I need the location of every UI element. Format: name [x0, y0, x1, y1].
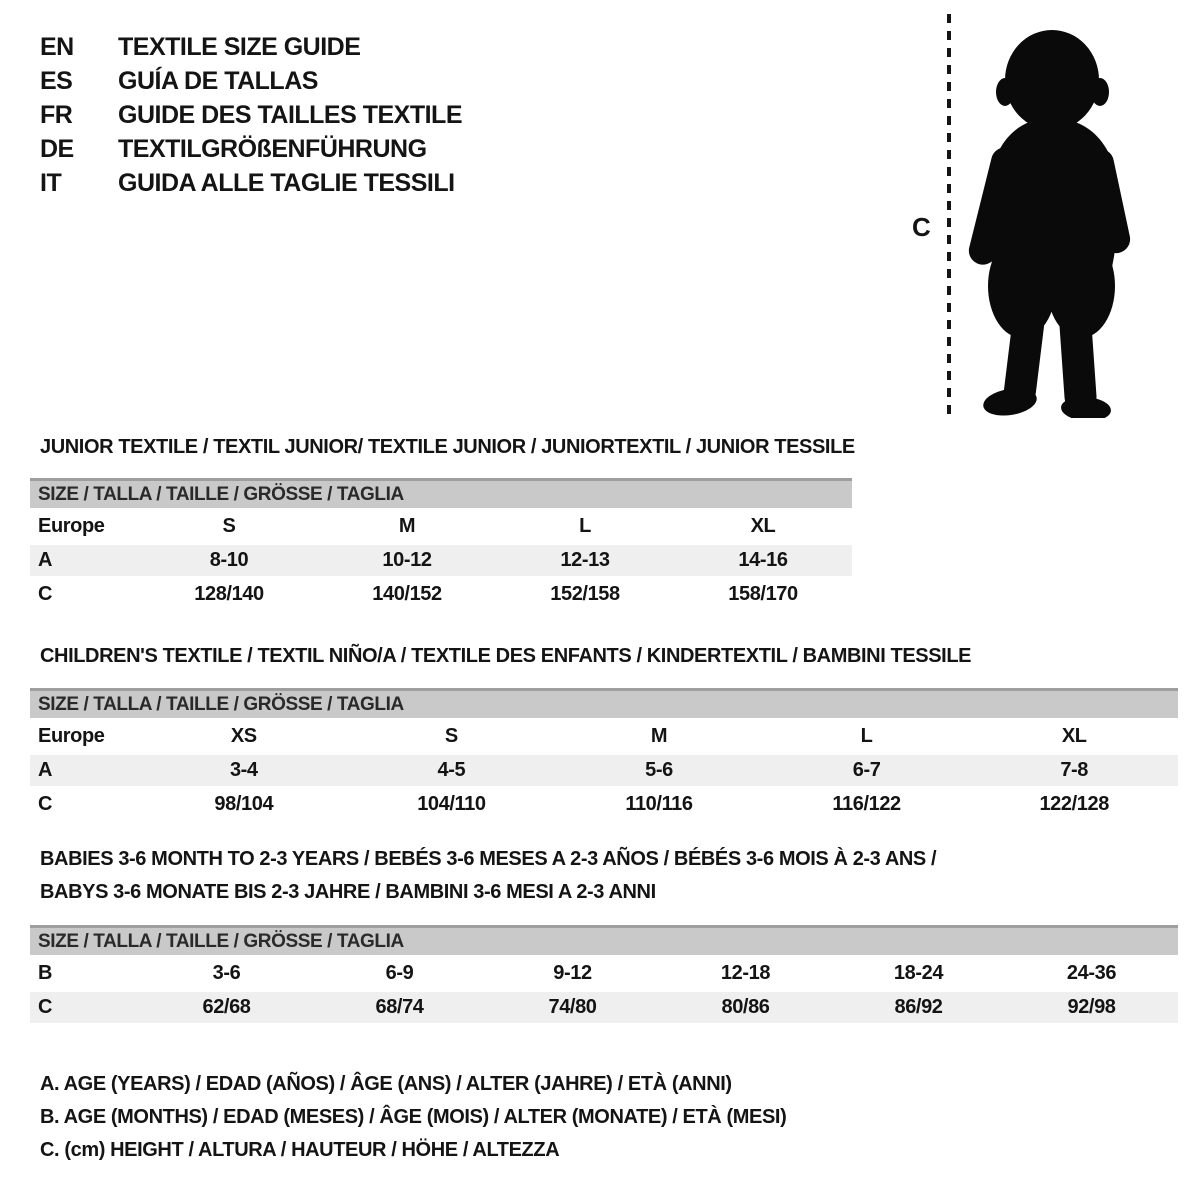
table-row [30, 511, 852, 542]
table-cell: 4-5 [437, 759, 466, 781]
row-label: Europe [38, 725, 105, 747]
table-cell: 140/152 [372, 583, 442, 605]
table-cell: 104/110 [417, 793, 486, 815]
table-cell: 10-12 [382, 549, 432, 571]
height-dashed-line [947, 14, 951, 416]
language-code: ES [40, 66, 73, 95]
language-title: GUÍA DE TALLAS [118, 66, 318, 95]
row-label: A [38, 759, 53, 781]
legend-line-b: B. AGE (MONTHS) / EDAD (MESES) / ÂGE (MOIS) / ALTER (MONATE) / ETÀ (MESI) [40, 1106, 787, 1128]
table-cell: 8-10 [209, 549, 249, 571]
table-cell: 18-24 [893, 962, 944, 984]
lang-row-en [40, 30, 462, 64]
language-code: FR [40, 100, 73, 129]
table-cell: 5-6 [645, 759, 673, 781]
table-cell: 110/116 [625, 793, 693, 815]
table-cell: L [579, 515, 591, 537]
toddler-silhouette-icon [960, 18, 1138, 418]
language-title: TEXTILE SIZE GUIDE [118, 32, 361, 61]
children-section-heading: CHILDREN'S TEXTILE / TEXTIL NIÑO/A / TEXTILE DES ENFANTS / KINDERTEXTIL / BAMBINI TESSILE [40, 645, 972, 667]
table-cell: 74/80 [548, 996, 597, 1018]
babies-size-table [30, 925, 1178, 1023]
lang-row-de [40, 132, 462, 166]
table-cell: 86/92 [894, 996, 943, 1018]
table-cell: S [444, 725, 458, 747]
language-code: EN [40, 32, 74, 61]
table-cell: 6-9 [385, 962, 414, 984]
table-row [30, 545, 852, 576]
table-row [30, 721, 1178, 752]
table-cell: 7-8 [1060, 759, 1089, 781]
table-cell: 92/98 [1067, 996, 1116, 1018]
table-row [30, 958, 1178, 989]
language-title: GUIDA ALLE TAGLIE TESSILI [118, 168, 455, 197]
table-cell: L [860, 725, 873, 747]
babies-section-heading-line2: BABYS 3-6 MONATE BIS 2-3 JAHRE / BAMBINI 3-6 MESI A 2-3 ANNI [40, 881, 656, 903]
table-cell: M [650, 725, 668, 747]
table-cell: 158/170 [728, 583, 798, 605]
table-cell: 128/140 [194, 583, 264, 605]
size-header-bar: SIZE / TALLA / TAILLE / GRÖSSE / TAGLIA [30, 688, 1178, 718]
table-cell: 14-16 [738, 549, 788, 571]
legend-line-a: A. AGE (YEARS) / EDAD (AÑOS) / ÂGE (ANS) / ALTER (JAHRE) / ETÀ (ANNI) [40, 1073, 732, 1095]
row-label: A [38, 549, 53, 571]
table-row [30, 992, 1178, 1023]
junior-section-heading: JUNIOR TEXTILE / TEXTIL JUNIOR/ TEXTILE JUNIOR / JUNIORTEXTIL / JUNIOR TESSILE [40, 436, 855, 458]
table-row [30, 579, 852, 610]
table-cell: 116/122 [832, 793, 901, 815]
table-cell: 98/104 [214, 793, 274, 815]
table-cell: 3-6 [212, 962, 241, 984]
babies-section-heading-line1: BABIES 3-6 MONTH TO 2-3 YEARS / BEBÉS 3-6 MESES A 2-3 AÑOS / BÉBÉS 3-6 MOIS À 2-3 ANS / [40, 848, 937, 870]
children-size-table [30, 688, 1178, 820]
table-cell: 3-4 [229, 759, 258, 781]
table-cell: XL [750, 515, 776, 537]
table-cell: 62/68 [202, 996, 251, 1018]
table-cell: 24-36 [1066, 962, 1117, 984]
table-cell: XS [230, 725, 257, 747]
row-label: C [38, 793, 53, 815]
table-cell: 12-18 [720, 962, 771, 984]
table-cell: 80/86 [721, 996, 770, 1018]
table-cell: 68/74 [375, 996, 424, 1018]
language-title: TEXTILGRÖßENFÜHRUNG [118, 134, 427, 163]
junior-size-table [30, 478, 852, 610]
table-row [30, 755, 1178, 786]
height-measure-label: C [912, 212, 931, 242]
size-header-bar: SIZE / TALLA / TAILLE / GRÖSSE / TAGLIA [30, 478, 852, 508]
row-label: B [38, 962, 53, 984]
table-cell: 152/158 [550, 583, 620, 605]
table-cell: 9-12 [553, 962, 592, 984]
row-label: C [38, 996, 53, 1018]
language-code: DE [40, 134, 74, 163]
table-cell: XL [1061, 725, 1087, 747]
table-cell: M [398, 515, 416, 537]
language-code: IT [40, 168, 62, 197]
table-row [30, 789, 1178, 820]
table-cell: S [222, 515, 236, 537]
lang-row-fr [40, 98, 462, 132]
table-cell: 12-13 [560, 549, 610, 571]
table-cell: 122/128 [1039, 793, 1109, 815]
lang-row-es [40, 64, 462, 98]
row-label: Europe [38, 515, 105, 537]
table-cell: 6-7 [852, 759, 881, 781]
language-title: GUIDE DES TAILLES TEXTILE [118, 100, 463, 129]
language-title-block [40, 30, 462, 200]
legend-line-c: C. (cm) HEIGHT / ALTURA / HAUTEUR / HÖHE / ALTEZZA [40, 1139, 560, 1161]
row-label: C [38, 583, 53, 605]
lang-row-it [40, 166, 462, 200]
size-header-bar: SIZE / TALLA / TAILLE / GRÖSSE / TAGLIA [30, 925, 1178, 955]
